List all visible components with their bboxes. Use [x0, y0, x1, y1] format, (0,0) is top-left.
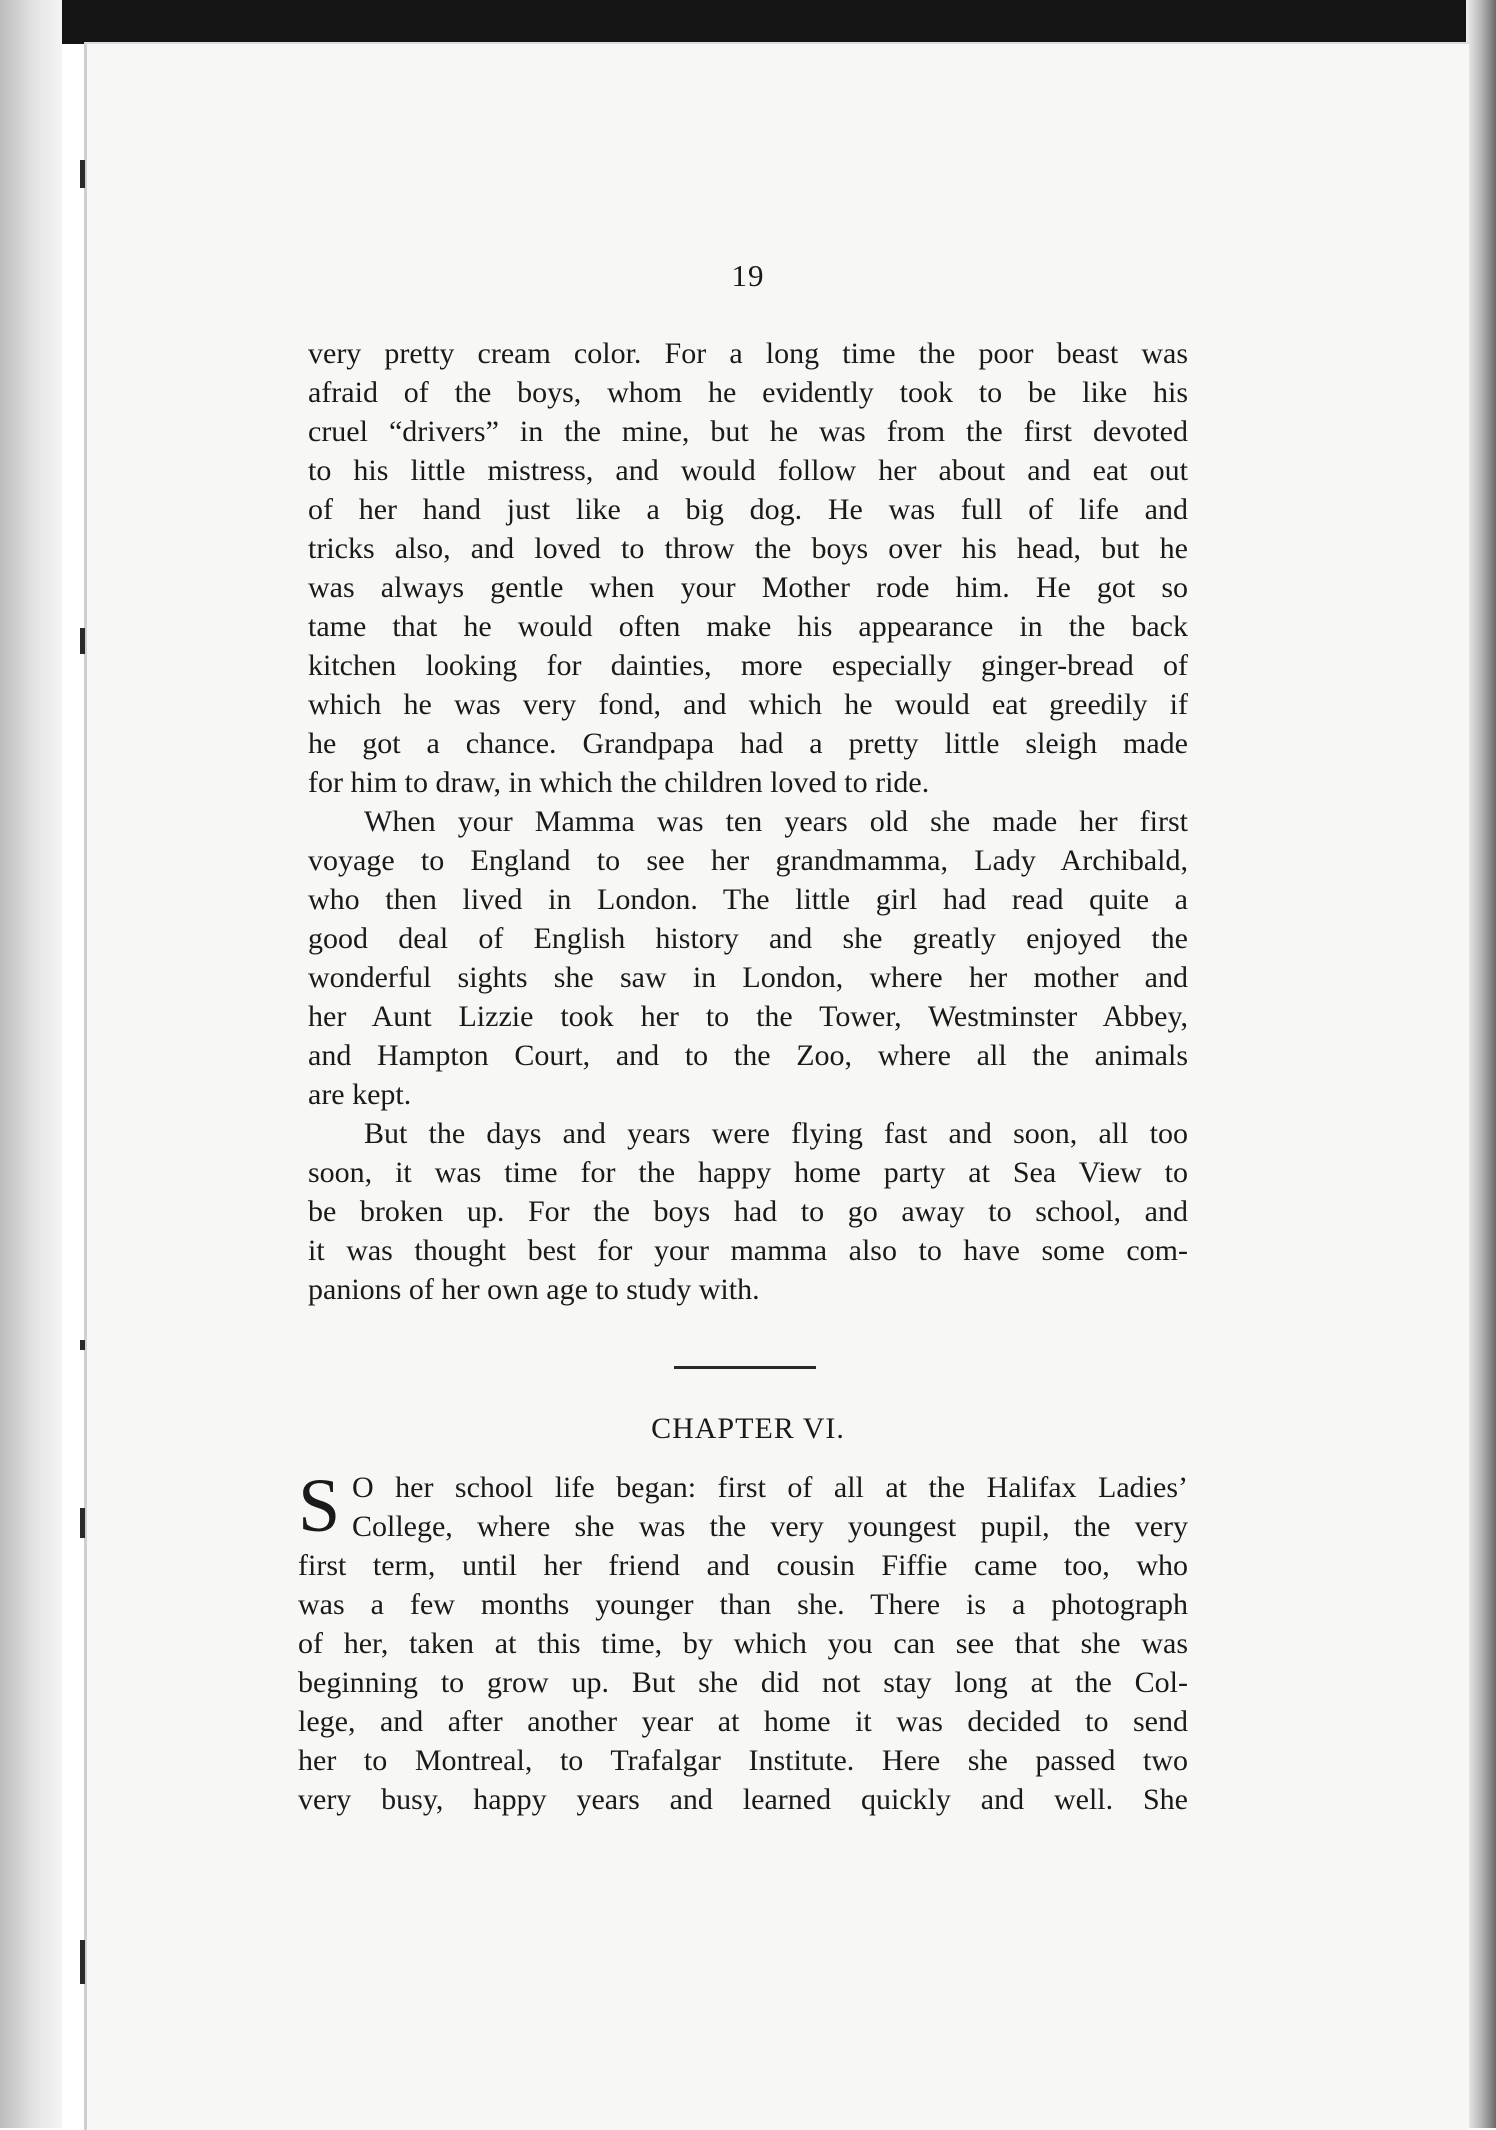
text-line: College, where she was the very youngest pupil, the very	[352, 1510, 1188, 1543]
text-line: he got a chance. Grandpapa had a pretty little sleigh made	[308, 727, 1188, 760]
margin-mark	[80, 1940, 85, 1984]
text-line: was always gentle when your Mother rode him. He got so	[308, 571, 1188, 604]
margin-mark	[80, 160, 85, 188]
text-line: very busy, happy years and learned quickly and well. She	[298, 1783, 1188, 1816]
text-line: tame that he would often make his appearance in the back	[308, 610, 1188, 643]
text-line: her Aunt Lizzie took her to the Tower, Westminster Abbey,	[308, 1000, 1188, 1033]
book-gutter	[0, 0, 62, 2128]
text-line: are kept.	[308, 1078, 412, 1111]
text-line: was a few months younger than she. There is a photograph	[298, 1588, 1188, 1621]
scan-top-edge	[0, 0, 1496, 44]
text-line: of her hand just like a big dog. He was full of life and	[308, 493, 1188, 526]
text-line: voyage to England to see her grandmamma, Lady Archibald,	[308, 844, 1188, 877]
margin-mark	[80, 1508, 85, 1538]
text-line: cruel “drivers” in the mine, but he was from the first devoted	[308, 415, 1188, 448]
margin-mark	[80, 1340, 85, 1350]
text-line: When your Mamma was ten years old she made her first	[364, 805, 1188, 838]
text-line: good deal of English history and she greatly enjoyed the	[308, 922, 1188, 955]
margin-mark	[80, 628, 85, 654]
text-line: and Hampton Court, and to the Zoo, where all the animals	[308, 1039, 1188, 1072]
text-line: tricks also, and loved to throw the boys over his head, but he	[308, 532, 1188, 565]
text-line: her to Montreal, to Trafalgar Institute. Here she passed two	[298, 1744, 1188, 1777]
text-line: wonderful sights she saw in London, where her mother and	[308, 961, 1188, 994]
drop-cap: S	[298, 1464, 341, 1548]
scan-right-edge	[1466, 0, 1496, 2128]
text-line: who then lived in London. The little girl had read quite a	[308, 883, 1188, 916]
chapter-text	[298, 1464, 1188, 1819]
text-line: of her, taken at this time, by which you can see that she was	[298, 1627, 1188, 1660]
text-line: kitchen looking for dainties, more especially ginger-bread of	[308, 649, 1188, 682]
text-line: O her school life began: first of all at the Halifax Ladies’	[352, 1471, 1188, 1504]
text-line: first term, until her friend and cousin Fiffie came too, who	[298, 1549, 1188, 1582]
text-line: afraid of the boys, whom he evidently took to be like his	[308, 376, 1188, 409]
text-line: soon, it was time for the happy home party at Sea View to	[308, 1156, 1188, 1189]
body-text	[308, 334, 1188, 1309]
text-line: very pretty cream color. For a long time the poor beast was	[308, 337, 1188, 370]
chapter-heading: CHAPTER VI.	[651, 1412, 845, 1445]
text-line: be broken up. For the boys had to go away to school, and	[308, 1195, 1188, 1228]
text-line: But the days and years were flying fast and soon, all too	[364, 1117, 1188, 1150]
page-number: 19	[731, 258, 765, 293]
text-line: it was thought best for your mamma also to have some com-	[308, 1234, 1188, 1267]
text-line: beginning to grow up. But she did not stay long at the Col-	[298, 1666, 1188, 1699]
text-line: lege, and after another year at home it was decided to send	[298, 1705, 1188, 1738]
text-line: which he was very fond, and which he would eat greedily if	[308, 688, 1188, 721]
text-line: to his little mistress, and would follow her about and eat out	[308, 454, 1188, 487]
text-line: panions of her own age to study with.	[308, 1273, 760, 1306]
text-line: for him to draw, in which the children loved to ride.	[308, 766, 930, 799]
section-divider	[674, 1366, 816, 1369]
